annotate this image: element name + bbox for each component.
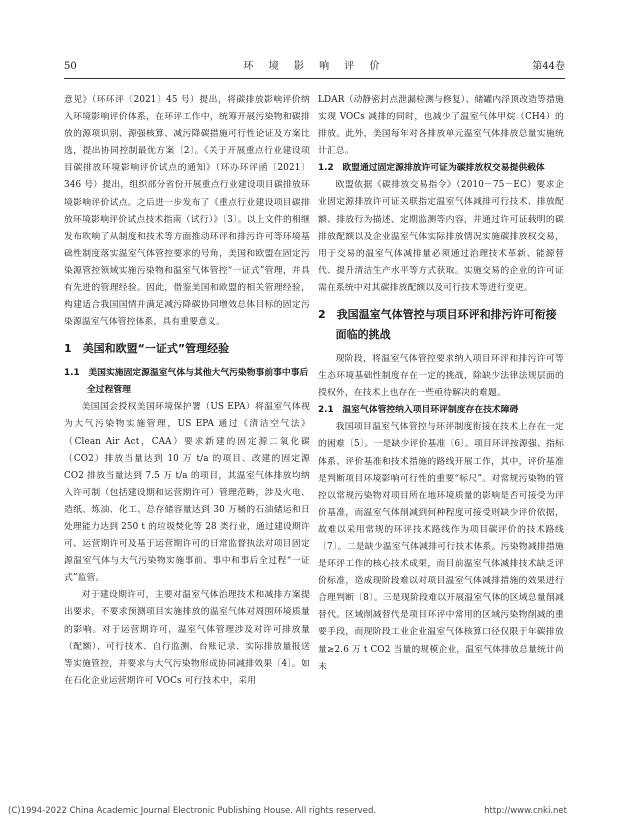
left-column	[64, 92, 310, 690]
journal-title: 环 境 影 响 评 价	[243, 61, 386, 72]
header-rule	[64, 78, 565, 79]
subsection-heading: 2.1 温室气体管控纳入项目环评制度存在技术障碍	[318, 405, 519, 416]
paragraph: 欧盟依据《碳排放交易指令》（2010－75－EC）要求企业固定源排放许可证关联指定温室气体减排可行技术、排放配额、排放行为描述、定期监测等内容，并通过许可证载明的碳排放配额以及企业温室气体实际排放情况实施碳排放权交易，用于交易的温室气体减排量必须通过治理技术革新、能源替代、提升清洁生产水平等方式获取。实施交易的企业的许可证需在系统中对其碳排放配额以及可行技术等进行变更。	[318, 180, 564, 293]
paragraph: 美国国会授权美国环境保护署（US EPA）将温室气体视为大气污染物实施管理，US EPA 通过《清洁空气法》（Clean Air Act，CAA）要求新建的固定源二氧化碳（CO2）排放当量达到 10 万 t/a 的项目、改建的固定源 CO2 排放当量达到 7.5 万 t/a 的项目，其温室气体排放均纳入许可制（包括建设期和运营期许可）管理范畴，涉及火电、造纸、炼油、化工、总存储容量达到 30 万桶的石油储运和日处理能力达到 250 t 的垃圾焚化等 28 类行业，通过建设期许可、运营期许可及基于运营期许可的日常监督执法对项目固定源温室气体与大气污染物实施事前、事中和事后全过程“一证式”监管。	[64, 402, 310, 584]
paragraph: 我国项目温室气体管控与环评制度衔接在技术上存在一定的困难〔5〕。一是缺少评价基准〔6〕。项目环评按源强、指标体系、评价基准和技术措施的路线开展工作，其中，评价基准是判断项目环境影响可行性的重要“标尺”。对常规污染物的管控以常规污染物对项目所在地环境质量的影响是否可接受为评价基准，而温室气体削减到何种程度可接受则缺少评价依据，故难以采用常规的环评技术路线作为项目碳评价的技术路线〔7〕。二是缺少温室气体减排可行技术体系。污染物减排措施是环评工作的核心技术成果，而目前温室气体减排技术缺乏评价标准，造成现阶段难以对项目温室气体减排措施的效果进行合理判断〔8〕。三是现阶段难以开展温室气体的区域总量削减替代。区域削减替代是项目环评中常用的区域污染物削减的重要手段，而现阶段工业企业温室气体核算口径仅限于年碳排放量≥2.6 万 t CO2 当量的规模企业，温室气体排放总量统计尚未	[318, 422, 564, 672]
page-footer	[0, 806, 629, 820]
right-column	[318, 92, 564, 676]
section-heading: 1 美国和欧盟“一证式”管理经验	[64, 342, 230, 356]
copyright-notice: (C)1994-2022 China Academic Journal Electronic Publishing House. All rights reserved.	[8, 806, 377, 816]
subsection-heading: 1.2 欧盟通过固定源排放许可证为碳排放权交易提供载体	[318, 163, 545, 174]
volume-label: 第44卷	[532, 61, 565, 72]
page-header	[64, 58, 565, 76]
paragraph: 现阶段，将温室气体管控要求纳入项目环评和排污许可等生态环境基础性制度存在一定的挑战，除缺少法律法规层面的授权外，在技术上也存在一些亟待解决的难题。	[318, 354, 564, 399]
paragraph: LDAR（动静密封点泄漏检测与修复）、储罐内浮顶改造等措施实现 VOCs 减排的同时，也减少了温室气体甲烷（CH4）的排放。此外，美国每年对各排放单元温室气体排放总量实施统计汇总。	[318, 95, 564, 157]
paragraph: 意见》（环环评〔2021〕45 号）提出，将碳排放影响评价纳入环境影响评价体系，在环评工作中，统筹开展污染物和碳排放的源项识别、源强核算、减污降碳措施可行性论证及方案比选，提出协同控制最优方案〔2〕。《关于开展重点行业建设项目碳排放环境影响评价试点的通知》（环办环评函〔2021〕346 号）提出，组织部分省份开展重点行业建设项目碳排放环境影响评价试点。之后进一步发布了《重点行业建设项目碳排放环境影响评价试点技术指南（试行）》〔3〕。以上文件的相继发布吹响了从制度和技术等方面推动环评和排污许可等环境基础性制度落实温室气体管控要求的号角，美国和欧盟在固定污染源管控领域实施污染物和温室气体管控“一证式”管理，并具有先进的管理经验。因此，借鉴美国和欧盟的相关管理经验，构建适合我国国情并满足减污降碳协同增效总体目标的固定污染源温室气体管控体系，具有重要意义。	[64, 95, 310, 328]
paragraph: 对于建设期许可，主要对温室气体治理技术和减排方案提出要求，不要求预测项目实施排放的温室气体对周围环境质量的影响。对于运营期许可，温室气体管理涉及对许可排放量（配额）、可行技术、自行监测、台账记录、实际排放量报送等实施管控，并要求与大气污染物形成协同减排效果〔4〕。如在石化企业运营期许可 VOCs 可行技术中，采用	[64, 590, 310, 686]
subsection-heading: 1.1 美国实施固定源温室气体与其他大气污染物事前事中事后全过程管理	[64, 368, 309, 396]
footer-url: http://www.cnki.net	[484, 806, 567, 816]
section-heading: 2 我国温室气体管控与项目环评和排污许可衔接面临的挑战	[318, 308, 557, 342]
page-number: 50	[64, 61, 77, 72]
